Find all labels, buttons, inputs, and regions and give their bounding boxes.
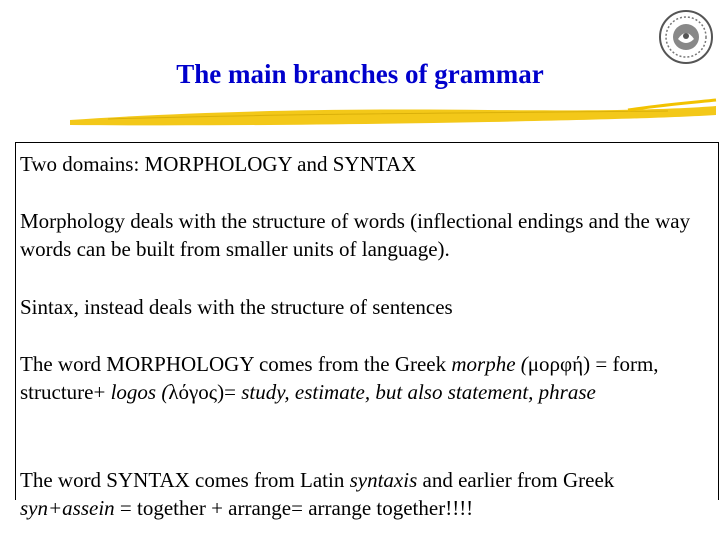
text-run: and earlier from Greek [417, 468, 615, 492]
text-run: ) = form, structure+ [20, 352, 659, 404]
text-run-italic: ( [156, 380, 169, 404]
paragraph-morphology: Morphology deals with the structure of words (inflectional endings and the way words can be built from smaller units of language). [20, 209, 691, 261]
text-run: The word MORPHOLOGY comes from the Greek [20, 352, 452, 376]
greek-word: λόγος [168, 380, 218, 404]
paragraph-morphology-etymology [20, 350, 708, 406]
text-run-italic: logos [110, 380, 157, 404]
text-run-italic: study, estimate, but also statement, phrase [241, 380, 596, 404]
slide-title: The main branches of grammar [176, 59, 544, 89]
text-run: = together + arrange= arrange together!!!! [114, 496, 474, 520]
text-run-italic: syn+assein [20, 496, 115, 520]
paragraph-syntax-etymology [20, 466, 708, 522]
text-run: )= [217, 380, 242, 404]
text-run-italic: morphe ( [451, 352, 528, 376]
highlight-brush-stroke [68, 98, 718, 138]
text-run: The word SYNTAX comes from Latin [20, 468, 350, 492]
university-seal-icon [658, 9, 714, 65]
paragraph-domains: Two domains: MORPHOLOGY and SYNTAX [20, 152, 417, 176]
content-box [15, 142, 719, 500]
text-run-italic: syntaxis [349, 468, 418, 492]
paragraph-syntax: Sintax, instead deals with the structure of sentences [20, 295, 453, 319]
greek-word: μορφή [527, 352, 584, 376]
